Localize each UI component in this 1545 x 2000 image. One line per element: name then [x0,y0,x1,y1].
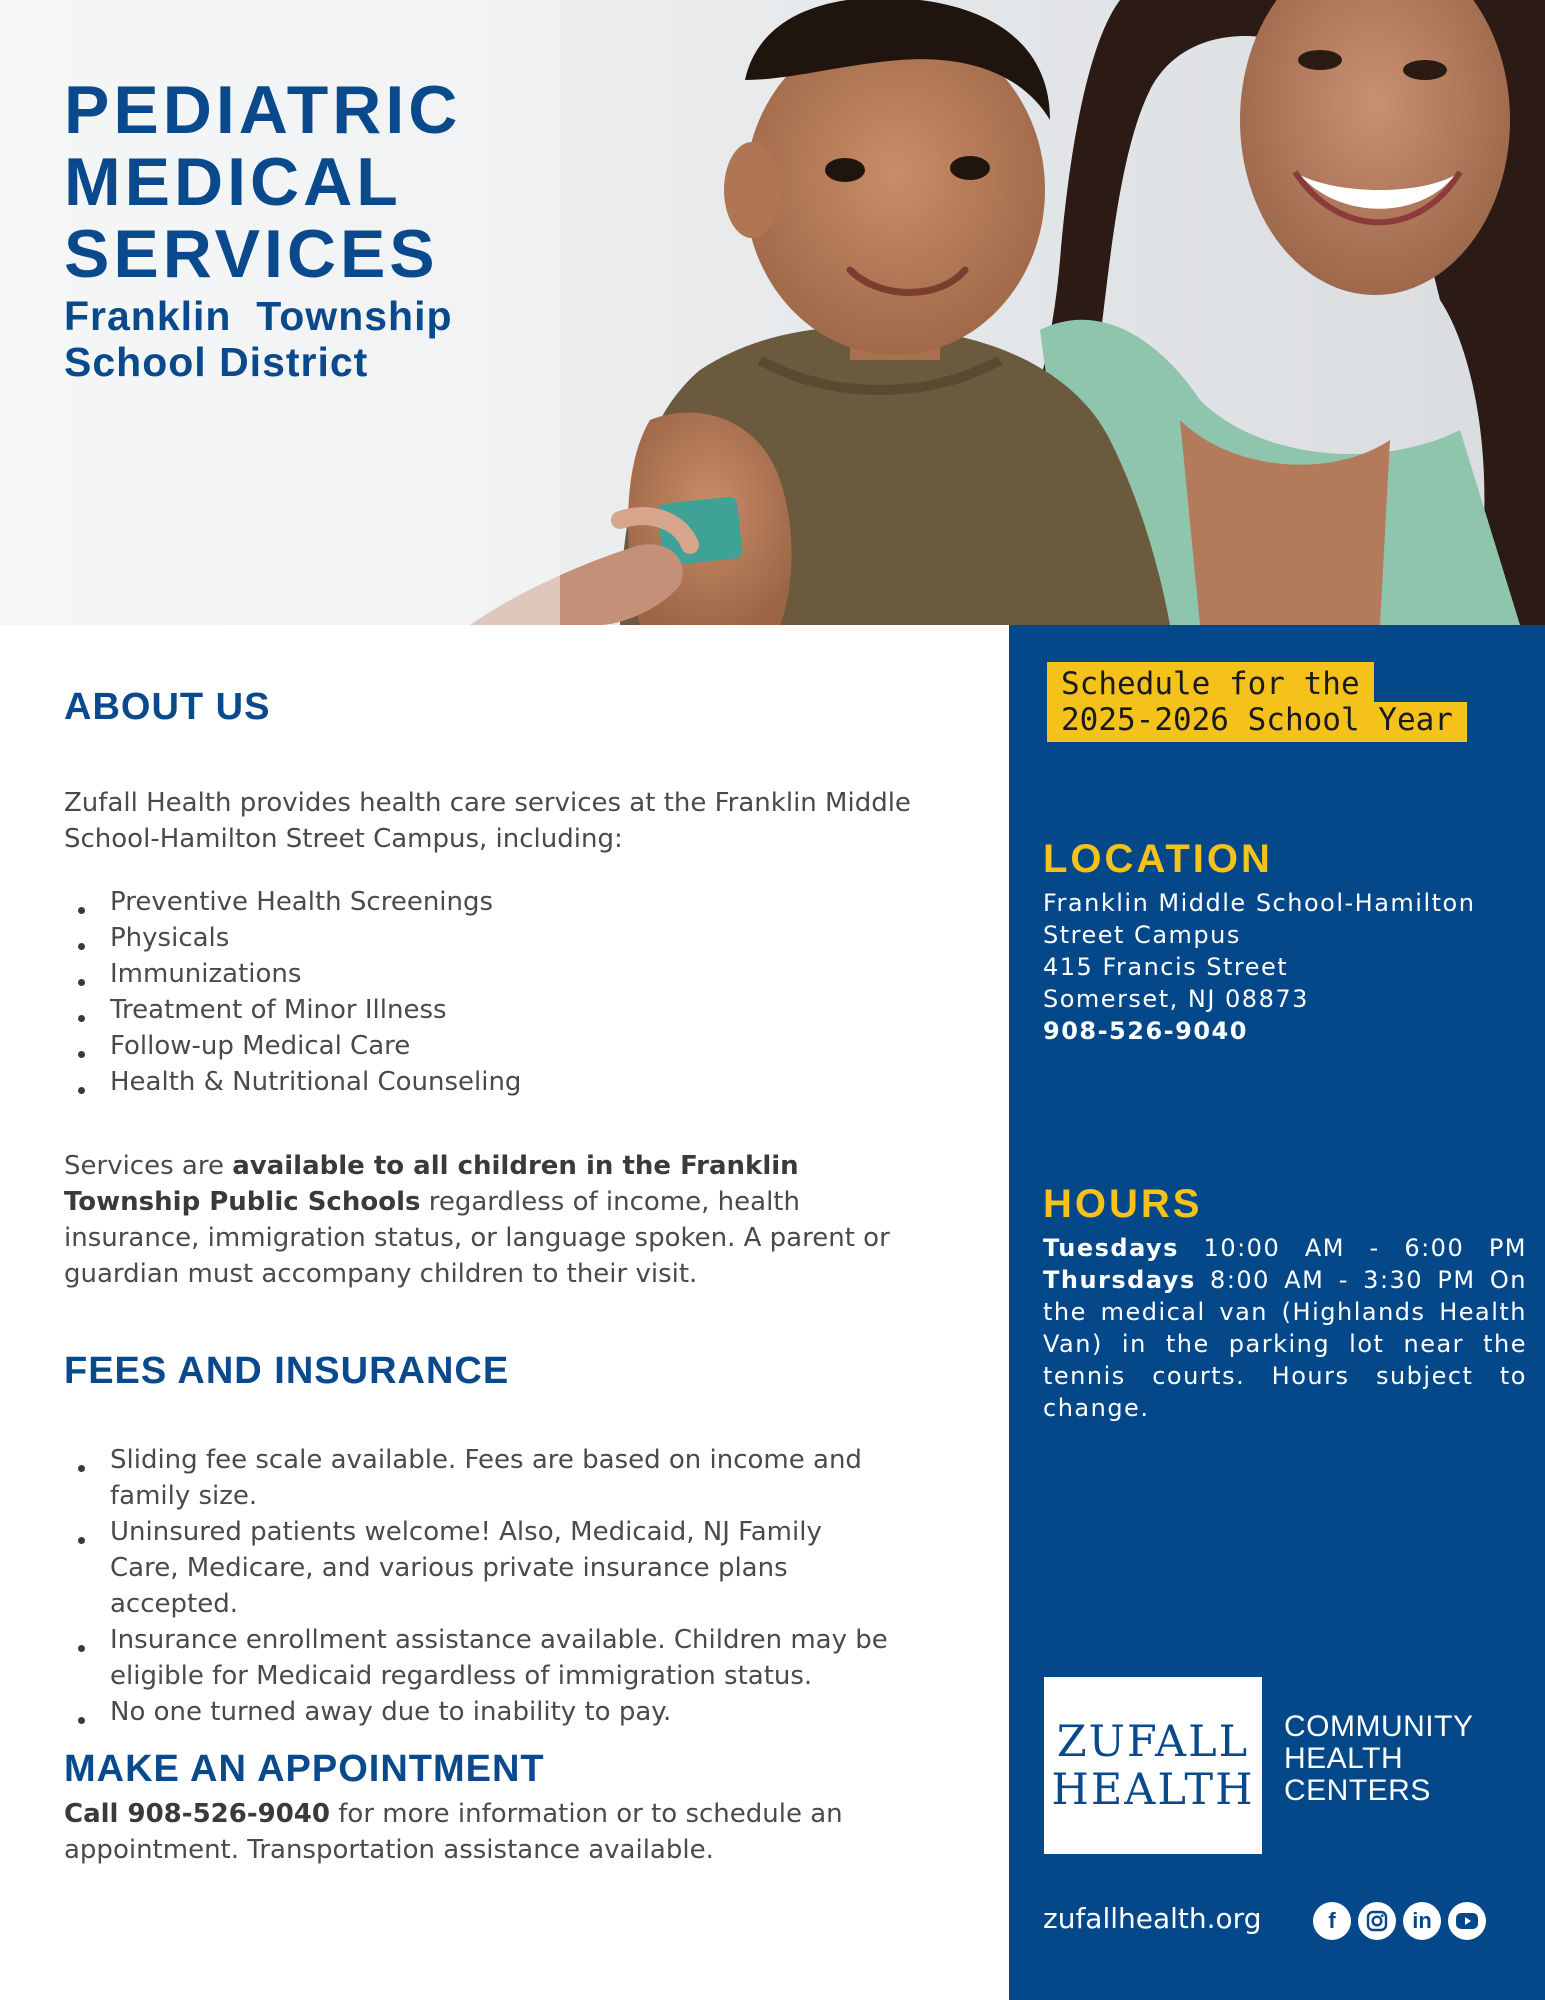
fees-list [64,1442,894,1730]
page-subtitle [64,293,453,385]
youtube-icon[interactable] [1448,1902,1486,1940]
list-item: Treatment of Minor Illness [64,992,944,1028]
zufall-logo [1044,1677,1262,1854]
schedule-banner [1047,662,1467,742]
facebook-glyph: f [1328,1908,1336,1933]
logo-line: ZUFALL [1056,1716,1250,1767]
hours-time: 8:00 AM - 3:30 PM On the medical van (Highlands Health Van) in the parking lot near the tennis courts. Hours subject to change. [1043,1266,1527,1422]
list-item: No one turned away due to inability to pay. [64,1694,894,1730]
linkedin-glyph: in [1412,1908,1432,1933]
hours-day: Thursdays [1043,1266,1196,1294]
intro-line: Zufall Health provides health care services at the Franklin Middle [64,788,911,818]
tagline-line: HEALTH [1284,1742,1404,1775]
list-item: Physicals [64,920,944,956]
appointment-detail: for more information or to schedule an appointment. Transportation assistance available. [64,1799,843,1865]
availability-bold: available to all children in the Franklin Township Public Schools [64,1151,799,1217]
subtitle-line: Franklin Township [64,293,453,339]
info-panel [1009,625,1545,2000]
hours-time: 10:00 AM - 6:00 PM [1178,1234,1527,1262]
schedule-line: 2025-2026 School Year [1047,702,1467,742]
address-line: Somerset, NJ 08873 [1043,985,1309,1013]
instagram-glyph [1366,1910,1388,1932]
hours-heading: HOURS [1043,1182,1203,1226]
title-line: MEDICAL [64,144,402,220]
facebook-icon[interactable] [1313,1902,1351,1940]
address-line: 415 Francis Street [1043,953,1289,981]
title-line: PEDIATRIC [64,72,462,148]
logo-tagline [1284,1711,1473,1807]
tagline-line: COMMUNITY [1284,1710,1474,1743]
hours-day: Tuesdays [1043,1234,1179,1262]
schedule-line: Schedule for the [1047,662,1374,702]
social-links [1313,1902,1486,1940]
services-list [64,884,944,1100]
fees-heading: FEES AND INSURANCE [64,1350,510,1392]
location-details [1043,887,1527,1047]
list-item: Insurance enrollment assistance available. Children may be eligible for Medicaid regardless of immigration status. [64,1622,894,1694]
list-item: Uninsured patients welcome! Also, Medicaid, NJ Family Care, Medicare, and various private insurance plans accepted. [64,1514,894,1622]
list-item: Health & Nutritional Counseling [64,1064,944,1100]
website-link[interactable]: zufallhealth.org [1043,1902,1262,1935]
appointment-heading: MAKE AN APPOINTMENT [64,1748,545,1790]
list-item: Immunizations [64,956,944,992]
list-item: Sliding fee scale available. Fees are based on income and family size. [64,1442,894,1514]
about-intro [64,785,944,857]
title-line: SERVICES [64,216,439,292]
address-line: Franklin Middle School-Hamilton [1043,889,1476,917]
intro-line: School-Hamilton Street Campus, including: [64,824,623,854]
youtube-glyph [1455,1912,1479,1930]
page-title [64,74,461,290]
location-heading: LOCATION [1043,837,1273,881]
appointment-phone: Call 908-526-9040 [64,1799,330,1829]
list-item: Follow-up Medical Care [64,1028,944,1064]
tagline-line: CENTERS [1284,1774,1431,1807]
appointment-text [64,1796,884,1868]
list-item: Preventive Health Screenings [64,884,944,920]
address-line: Street Campus [1043,921,1241,949]
availability-suffix: regardless of income, health insurance, immigration status, or language spoken. A parent or guardian must accompany children to their visit. [64,1187,890,1289]
hero-banner [0,0,1545,625]
about-heading: ABOUT US [64,686,271,728]
linkedin-icon[interactable] [1403,1902,1441,1940]
hours-details [1043,1232,1527,1424]
location-phone[interactable]: 908-526-9040 [1043,1017,1248,1045]
subtitle-line: School District [64,339,369,385]
availability-text [64,1148,934,1292]
logo-line: HEALTH [1051,1764,1255,1815]
availability-prefix: Services are [64,1151,233,1181]
instagram-icon[interactable] [1358,1902,1396,1940]
